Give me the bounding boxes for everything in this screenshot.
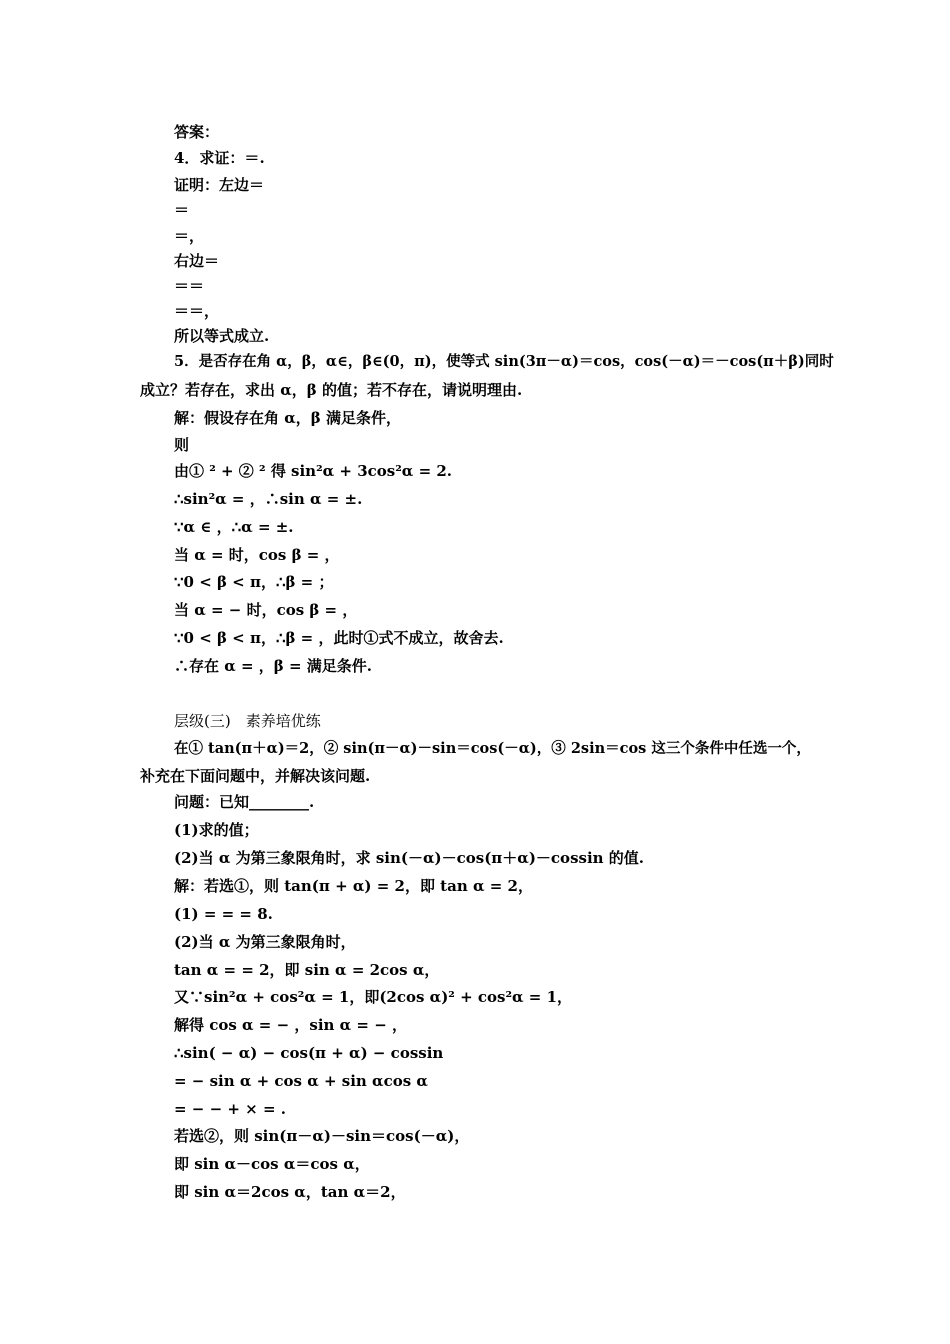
text-line: = − − + × = . — [174, 1100, 286, 1118]
text-line: 右边＝ — [174, 252, 220, 270]
text-line: 解：若选①，则 tan(π + α) = 2，即 tan α = 2， — [174, 877, 533, 895]
text-line: ＝， — [174, 227, 205, 245]
text-line: 解得 cos α = − ，sin α = − ， — [174, 1016, 407, 1034]
text-line: ∴存在 α = ，β = 满足条件. — [174, 657, 372, 675]
text-line: ∴sin( − α) − cos(π + α) − cossin — [174, 1044, 444, 1062]
text-line: 即 sin α＝2cos α，tan α＝2， — [174, 1183, 406, 1201]
text-line: 由① ² + ② ² 得 sin²α + 3cos²α = 2. — [174, 462, 453, 480]
text-line: ∴sin²α = ，∴sin α = ±. — [174, 490, 363, 508]
text-line: = − sin α + cos α + sin αcos α — [174, 1072, 428, 1090]
text-line: (2)当 α 为第三象限角时， — [174, 933, 356, 951]
text-line: 4．求证：＝. — [174, 149, 265, 167]
text-line: 所以等式成立. — [174, 327, 270, 345]
text-line: ∵0 < β < π，∴β = ，此时①式不成立，故舍去. — [174, 629, 504, 647]
text-line: ＝＝ — [174, 277, 205, 295]
text-line: 解：假设存在角 α，β 满足条件， — [174, 409, 401, 427]
text-line: 答案： — [174, 123, 220, 141]
text-line: (1)求的值； — [174, 821, 259, 839]
text-line: 即 sin α－cos α＝cos α， — [174, 1155, 370, 1173]
text-line: tan α = = 2，即 sin α = 2cos α， — [174, 961, 440, 979]
text-line: 成立？若存在，求出 α，β 的值；若不存在，请说明理由. — [140, 381, 523, 399]
text-line: 又∵sin²α + cos²α = 1，即(2cos α)² + cos²α = 1， — [174, 988, 573, 1006]
text-line: 当 α = − 时，cos β = ， — [174, 601, 358, 619]
section-heading: 层级(三) 素养培优练 — [174, 712, 321, 730]
text-line: 在① tan(π＋α)＝2，② sin(π－α)－sin＝cos(－α)，③ 2sin＝cos 这三个条件中任选一个， — [174, 740, 811, 757]
text-line: 5．是否存在角 α，β，α∈，β∈(0，π)，使等式 sin(3π－α)＝cos，cos(－α)＝－cos(π＋β)同时 — [174, 353, 834, 370]
text-line: 补充在下面问题中，并解决该问题. — [140, 767, 371, 785]
text-line: 证明：左边＝ — [174, 176, 265, 194]
text-line: ＝ — [174, 201, 190, 219]
text-line: (2)当 α 为第三象限角时，求 sin(－α)－cos(π＋α)－cossin 的值. — [174, 849, 645, 867]
text-line: ＝＝， — [174, 302, 220, 320]
text-line: ∵0 < β < π，∴β = ； — [174, 573, 334, 591]
text-line: 则 — [174, 436, 190, 454]
text-line: 若选②，则 sin(π－α)－sin＝cos(－α)， — [174, 1127, 470, 1145]
text-line: (1) = = = 8. — [174, 905, 273, 923]
text-line: 问题：已知________. — [174, 793, 315, 811]
text-line: ∵α ∈ ，∴α = ±. — [174, 518, 294, 536]
text-line: 当 α = 时，cos β = ， — [174, 546, 340, 564]
